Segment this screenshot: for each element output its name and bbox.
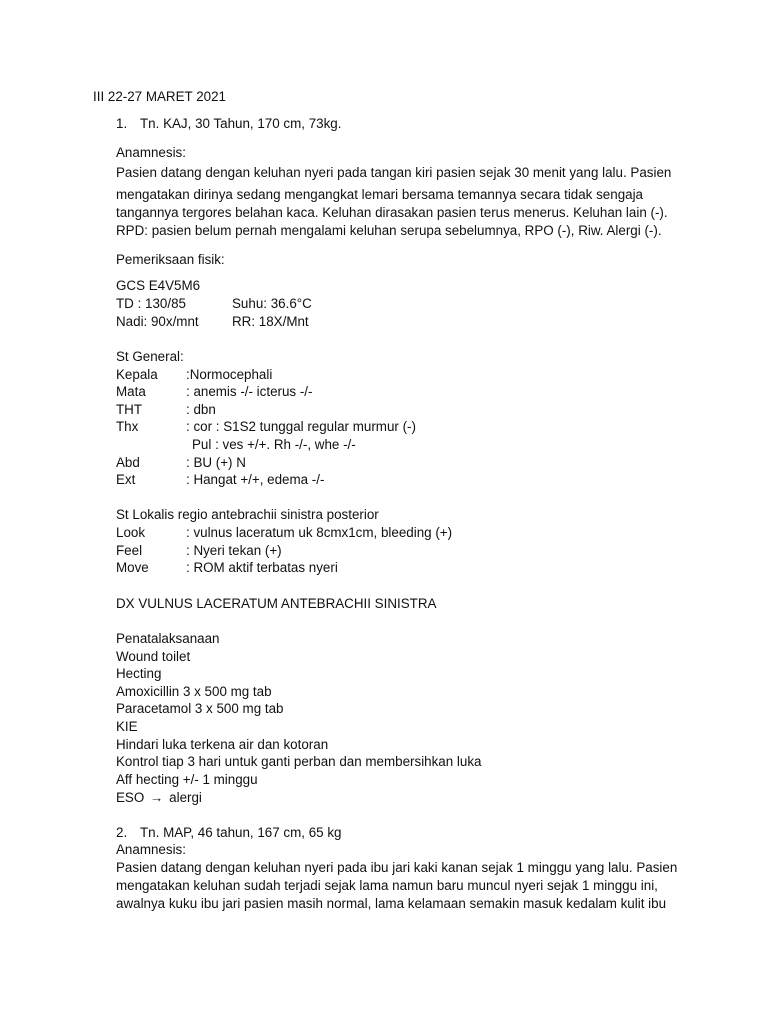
case1-suhu: Suhu: 36.6°C — [232, 296, 312, 311]
treatment-item: KIE — [116, 719, 138, 734]
treatment-item: Kontrol tiap 3 hari untuk ganti perban dan membersihkan luka — [116, 754, 482, 769]
general-key: Thx — [116, 419, 139, 434]
arrow-right-icon: → — [150, 790, 164, 805]
lokalis-key: Move — [116, 560, 149, 575]
case1-st-general-label: St General: — [116, 349, 184, 364]
case1-anamnesis-line: RPD: pasien belum pernah mengalami keluhan serupa sebelumnya, RPO (-), Riw. Alergi (-). — [116, 223, 662, 238]
case1-td: TD : 130/85 — [116, 296, 186, 311]
case1-number: 1. — [116, 116, 128, 131]
case2-number: 2. — [116, 825, 128, 840]
case1-anamnesis-label: Anamnesis: — [116, 145, 186, 160]
eso-suffix: alergi — [169, 790, 202, 805]
treatment-item: Aff hecting +/- 1 minggu — [116, 772, 258, 787]
treatment-item: Paracetamol 3 x 500 mg tab — [116, 701, 284, 716]
eso-line — [116, 789, 202, 806]
general-value: : anemis -/- icterus -/- — [186, 384, 313, 399]
document-heading: III 22-27 MARET 2021 — [93, 89, 226, 104]
case2-patient: Tn. MAP, 46 tahun, 167 cm, 65 kg — [140, 825, 342, 840]
general-key: Kepala — [116, 367, 158, 382]
treatment-item: Hindari luka terkena air dan kotoran — [116, 737, 329, 752]
general-key: Mata — [116, 384, 146, 399]
case2-anamnesis-line: awalnya kuku ibu jari pasien masih normal, lama kelamaan semakin masuk kedalam kulit ibu — [116, 896, 667, 911]
general-key: Abd — [116, 455, 140, 470]
case1-nadi: Nadi: 90x/mnt — [116, 314, 199, 329]
lokalis-value: : Nyeri tekan (+) — [186, 543, 282, 558]
general-value: Pul : ves +/+. Rh -/-, whe -/- — [192, 437, 356, 452]
lokalis-key: Look — [116, 525, 146, 540]
general-value: :Normocephali — [186, 367, 273, 382]
case1-diagnosis: DX VULNUS LACERATUM ANTEBRACHII SINISTRA — [116, 596, 437, 611]
general-value: : dbn — [186, 402, 216, 417]
general-key: THT — [116, 402, 143, 417]
case1-patient: Tn. KAJ, 30 Tahun, 170 cm, 73kg. — [140, 116, 342, 131]
case2-anamnesis-label: Anamnesis: — [116, 842, 186, 857]
general-value: : Hangat +/+, edema -/- — [186, 472, 325, 487]
case1-st-lokalis-label: St Lokalis regio antebrachii sinistra posterior — [116, 507, 379, 522]
treatment-item: Amoxicillin 3 x 500 mg tab — [116, 684, 272, 699]
case1-penatalaksanaan-label: Penatalaksanaan — [116, 631, 220, 646]
case1-anamnesis-line: mengatakan dirinya sedang mengangkat lemari bersama temannya secara tidak sengaja — [116, 187, 644, 202]
treatment-item: Hecting — [116, 666, 162, 681]
general-value: : cor : S1S2 tunggal regular murmur (-) — [186, 419, 416, 434]
lokalis-value: : vulnus laceratum uk 8cmx1cm, bleeding (+) — [186, 525, 453, 540]
general-value: : BU (+) N — [186, 455, 246, 470]
case2-anamnesis-line: Pasien datang dengan keluhan nyeri pada ibu jari kaki kanan sejak 1 minggu yang lalu. Pasien — [116, 860, 678, 875]
case1-rr: RR: 18X/Mnt — [232, 314, 309, 329]
eso-prefix: ESO — [116, 790, 145, 805]
treatment-item: Wound toilet — [116, 649, 191, 664]
case1-anamnesis-line: tangannya tergores belahan kaca. Keluhan dirasakan pasien terus menerus. Keluhan lain (-). — [116, 205, 668, 220]
case1-anamnesis-line: Pasien datang dengan keluhan nyeri pada tangan kiri pasien sejak 30 menit yang lalu. Pasien — [116, 165, 672, 180]
general-key: Ext — [116, 472, 136, 487]
case2-anamnesis-line: mengatakan keluhan sudah terjadi sejak lama namun baru muncul nyeri sejak 1 minggu ini, — [116, 878, 658, 893]
case1-gcs: GCS E4V5M6 — [116, 278, 201, 293]
lokalis-key: Feel — [116, 543, 143, 558]
case1-pemeriksaan-label: Pemeriksaan fisik: — [116, 252, 225, 267]
lokalis-value: : ROM aktif terbatas nyeri — [186, 560, 338, 575]
